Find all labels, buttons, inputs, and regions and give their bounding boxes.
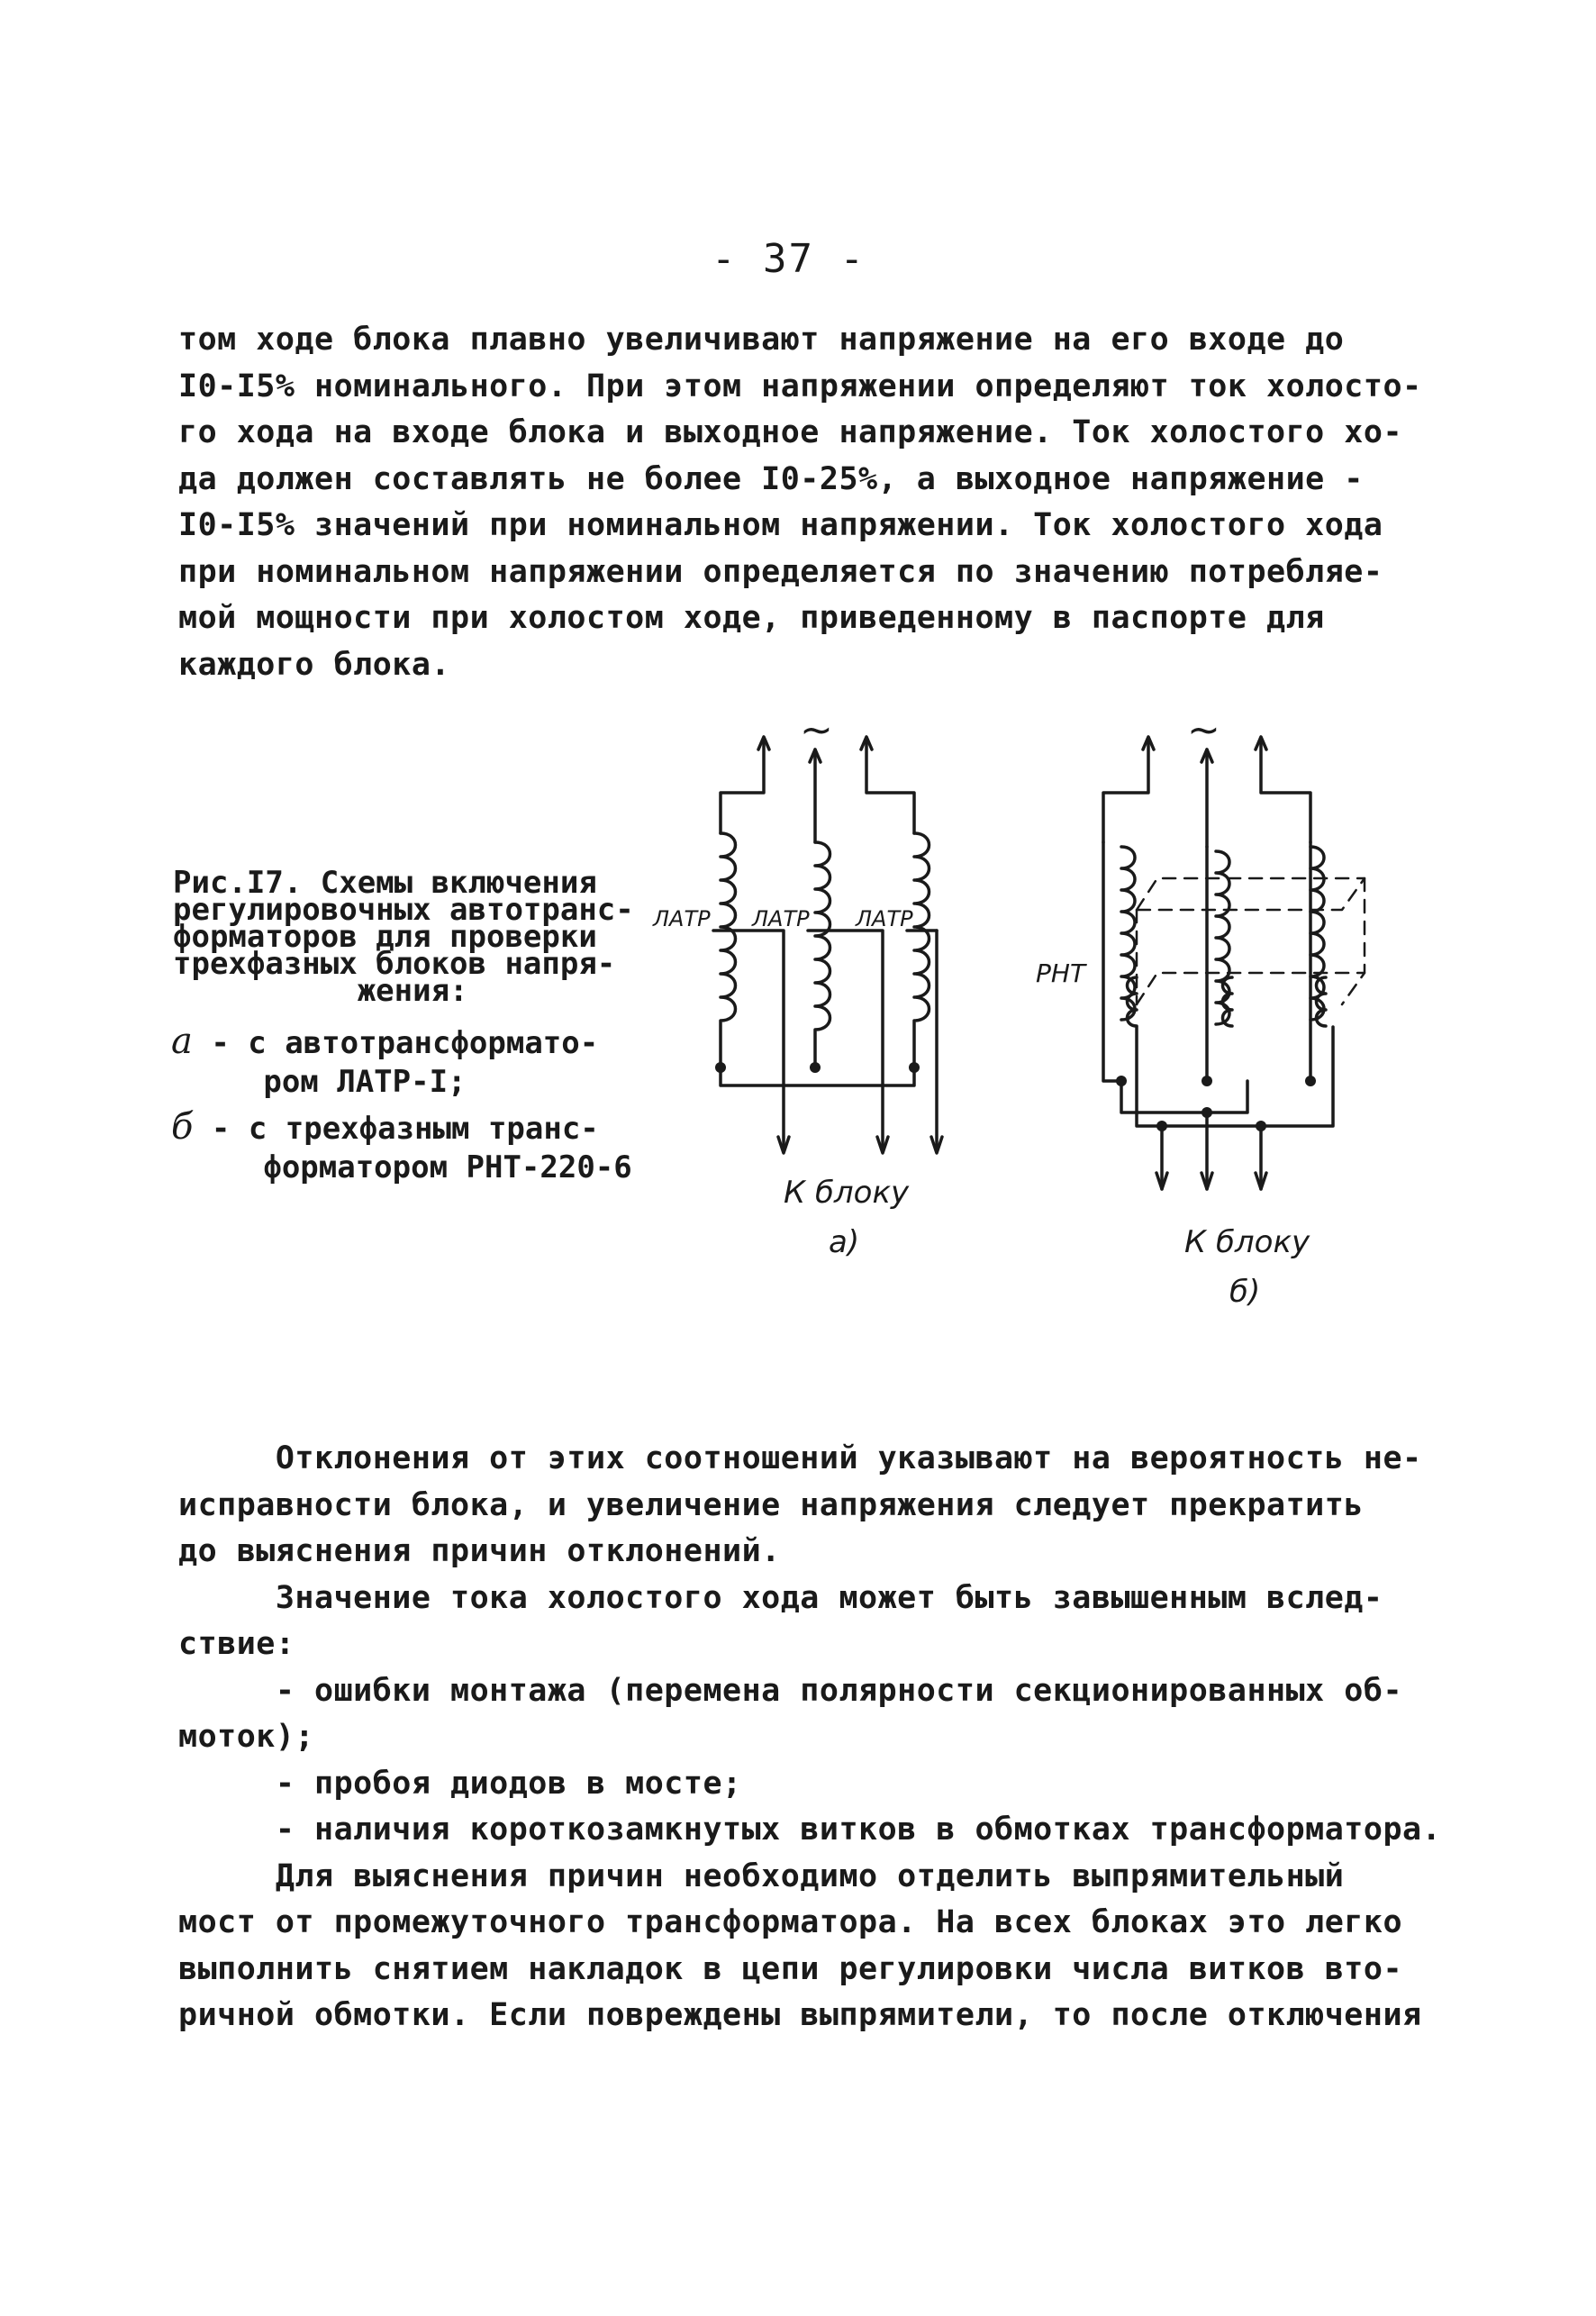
diagram-b — [1036, 707, 1365, 1310]
wiper-2 — [808, 931, 883, 1149]
diagram-a — [652, 707, 942, 1260]
caption-item-text: форматором РНТ-220-6 — [171, 1149, 632, 1185]
text-line: мой мощности при холостом ходе, приведенному в паспорте для — [178, 600, 1325, 636]
text-line: Для выяснения причин необходимо отделить выпрямительный — [178, 1857, 1345, 1894]
input-wire-b3 — [1261, 739, 1310, 842]
input-wire-b1 — [1103, 739, 1148, 842]
coil-2 — [815, 842, 830, 1067]
junction-dot — [1305, 1076, 1316, 1086]
junction-dot — [1202, 1076, 1212, 1086]
text-line: мост от промежуточного трансформатора. На всех блоках это легко — [178, 1904, 1403, 1940]
sub-label-a: а) — [829, 1224, 860, 1260]
text-line: - пробоя диодов в мосте; — [178, 1765, 742, 1802]
supply-symbol-b: ~ — [1187, 707, 1220, 753]
output-label-a: К блоку — [784, 1175, 910, 1211]
caption-line: Рис.I7. Схемы включения — [173, 865, 597, 901]
junction-dot — [1116, 1076, 1127, 1086]
text-line: выполнить снятием накладок в цепи регулировки числа витков вто- — [178, 1950, 1403, 1987]
junction-dot — [810, 1062, 821, 1073]
bus-b1 — [1121, 1081, 1247, 1113]
text-line: ствие: — [178, 1626, 295, 1662]
coil-label-b: РНТ — [1036, 958, 1086, 988]
caption-item-text: - с трехфазным транс- — [193, 1111, 599, 1147]
supply-symbol-a: ~ — [800, 707, 833, 753]
text-line: - наличия короткозамкнутых витков в обмотках трансформатора. — [178, 1812, 1442, 1848]
junction-dot — [715, 1062, 726, 1073]
input-wire-1 — [721, 739, 764, 833]
junction-dot — [1156, 1121, 1167, 1131]
text-line: ричной обмотки. Если повреждены выпрямители, то после отключения — [178, 1997, 1422, 2033]
caption-line: регулировочных автотранс- — [173, 892, 634, 928]
page-number: - 37 - — [712, 236, 866, 282]
junction-dot — [909, 1062, 920, 1073]
caption-line: трехфазных блоков напря- — [173, 946, 616, 982]
coil-1 — [721, 833, 736, 1067]
text-line: да должен составлять не более I0-25%, а выходное напряжение - — [178, 460, 1364, 497]
item-mark-b: б — [171, 1106, 194, 1148]
sub-label-b: б) — [1229, 1274, 1261, 1310]
coil-b1-lead — [1103, 842, 1121, 1081]
text-line: Значение тока холостого хода может быть завышенным вслед- — [178, 1579, 1383, 1616]
text-line: I0-I5% номинального. При этом напряжении определяют ток холосто- — [178, 368, 1422, 404]
junction-dot — [1256, 1121, 1266, 1131]
text-line: при номинальном напряжении определяется по значению потребляе- — [178, 553, 1383, 590]
text-line: Отклонения от этих соотношений указывают на вероятность не- — [178, 1440, 1422, 1476]
text-line: моток); — [178, 1719, 315, 1755]
text-line: исправности блока, и увеличение напряжения следует прекратить — [178, 1486, 1364, 1523]
text-line: каждого блока. — [178, 646, 451, 683]
caption-line: форматоров для проверки — [173, 919, 597, 955]
junction-dot — [1202, 1107, 1212, 1118]
text-line: том ходе блока плавно увеличивают напряжение на его входе до — [178, 322, 1345, 358]
text-line: I0-I5% значений при номинальном напряжении. Ток холостого хода — [178, 507, 1383, 543]
coil-label-a2: ЛАТР — [752, 906, 810, 931]
output-label-b: К блоку — [1184, 1224, 1310, 1260]
caption-item-text: - с автотрансформато- — [192, 1025, 599, 1061]
coil-label-a3: ЛАТР — [856, 906, 913, 931]
text-line: го хода на входе блока и выходное напряжение. Ток холостого хо- — [178, 414, 1403, 450]
text-line: - ошибки монтажа (перемена полярности секционированных об- — [178, 1672, 1403, 1709]
text-line: до выяснения причин отклонений. — [178, 1533, 781, 1569]
paragraph-2 — [178, 1436, 1441, 2039]
caption-line: жения: — [173, 973, 468, 1009]
transformer-core — [1137, 878, 1365, 1004]
caption-item-text: ром ЛАТР-I; — [171, 1064, 467, 1100]
coil-3 — [914, 833, 929, 1067]
coil-label-a1: ЛАТР — [653, 906, 711, 931]
item-mark-a: а — [171, 1021, 193, 1062]
wiper-1 — [713, 931, 784, 1149]
input-wire-3 — [866, 739, 914, 833]
